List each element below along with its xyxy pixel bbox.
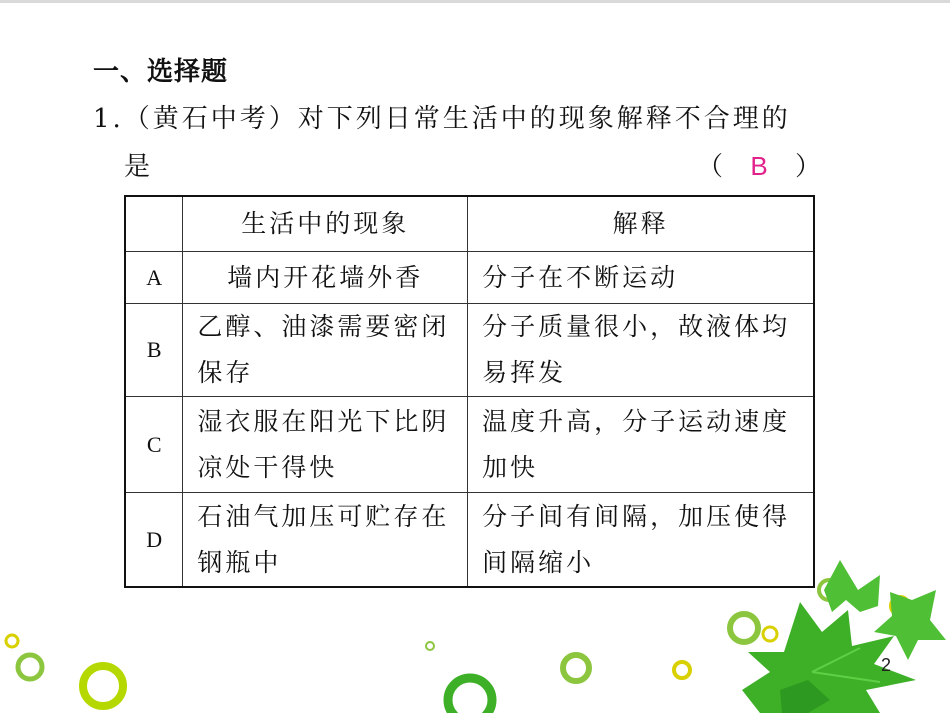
- maple-leaf-icon: [742, 560, 946, 713]
- header-phenomenon: 生活中的现象: [183, 196, 468, 252]
- question-text-line2: 是: [124, 152, 151, 182]
- answer-bracket: [697, 146, 821, 183]
- table-row: [125, 397, 814, 493]
- phenomenon-cell: 湿衣服在阳光下比阴凉处干得快: [183, 397, 468, 493]
- table-header-row: [125, 196, 814, 252]
- section-title: 一、选择题: [93, 57, 229, 87]
- explanation-cell: 温度升高，分子运动速度加快: [468, 397, 814, 493]
- phenomenon-table: [124, 195, 815, 588]
- explanation-cell: 分子在不断运动: [468, 252, 814, 304]
- page-number: 2: [881, 655, 892, 675]
- table-row: [125, 304, 814, 397]
- answer-letter: B: [750, 151, 768, 181]
- bracket-open: （: [697, 152, 724, 182]
- option-letter: C: [125, 397, 183, 493]
- header-blank: [125, 196, 183, 252]
- bracket-close: ）: [795, 152, 822, 182]
- phenomenon-cell: 乙醇、油漆需要密闭保存: [183, 304, 468, 397]
- option-letter: D: [125, 493, 183, 588]
- explanation-cell: 分子间有间隔，加压使得间隔缩小: [468, 493, 814, 588]
- header-explanation: 解释: [468, 196, 814, 252]
- phenomenon-cell: 墙内开花墙外香: [183, 252, 468, 304]
- option-letter: B: [125, 304, 183, 397]
- option-letter: A: [125, 252, 183, 304]
- table-row: [125, 252, 814, 304]
- top-border: [0, 0, 950, 3]
- question-text-line1: 1.（黄石中考）对下列日常生活中的现象解释不合理的: [93, 104, 791, 134]
- phenomenon-cell: 石油气加压可贮存在钢瓶中: [183, 493, 468, 588]
- explanation-cell: 分子质量很小，故液体均易挥发: [468, 304, 814, 397]
- decoration: [0, 560, 950, 713]
